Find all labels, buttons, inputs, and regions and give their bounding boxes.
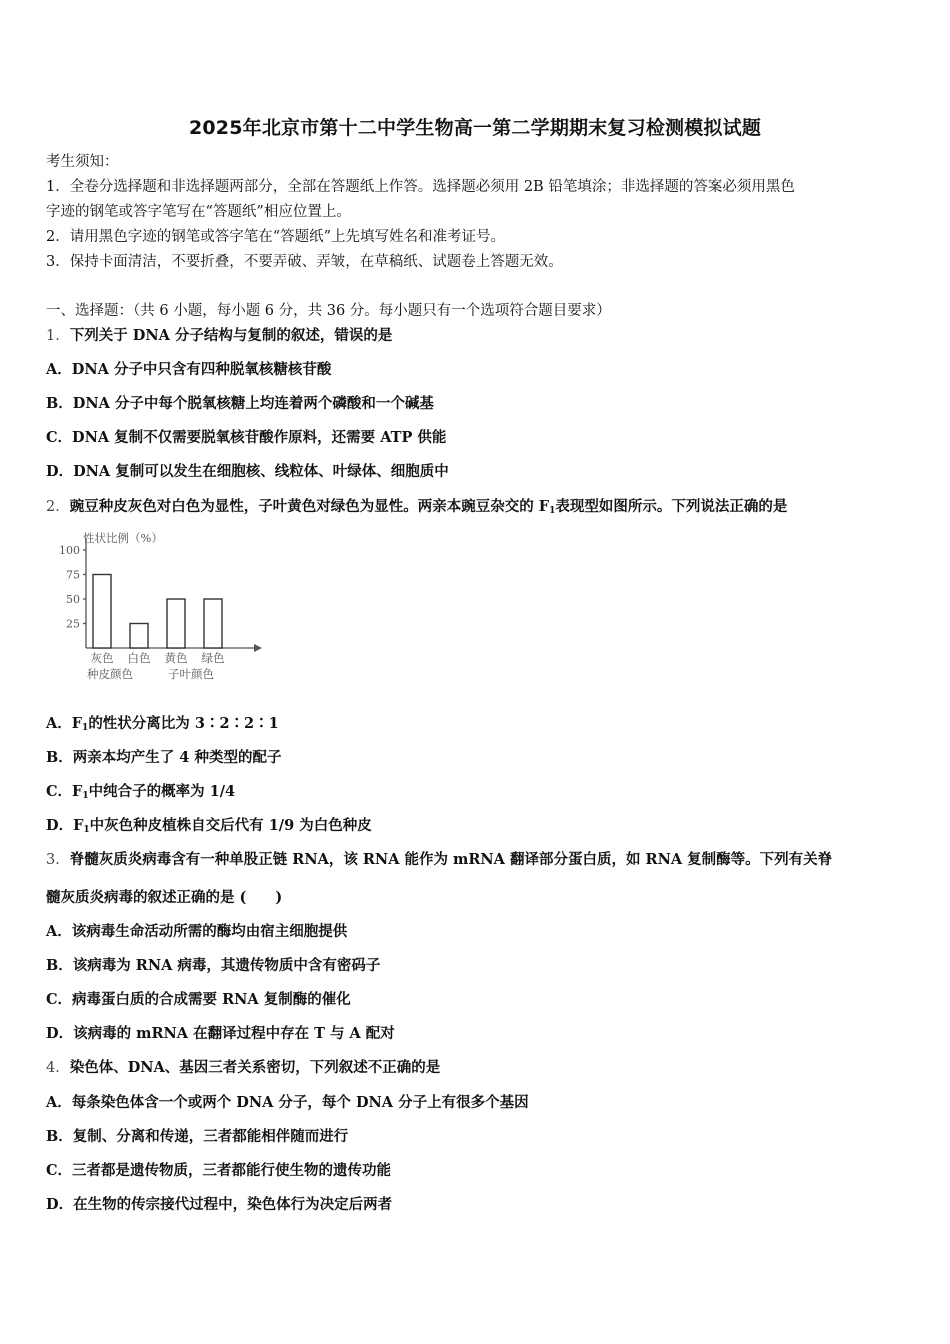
chart-title: 性状比例（%） <box>83 531 163 545</box>
question-1-stem <box>46 326 392 346</box>
subscript: 1 <box>82 791 89 801</box>
question-text <box>70 498 788 515</box>
bar-2 <box>167 599 185 648</box>
question-number: 3． <box>46 852 70 868</box>
question-3-stem-cont: 髓灰质炎病毒的叙述正确的是 ( ) <box>46 889 283 906</box>
question-3-stem <box>46 850 832 870</box>
question-text: 染色体、DNA、基因三者关系密切，下列叙述不正确的是 <box>69 1059 441 1076</box>
question-4-stem <box>46 1058 440 1078</box>
bar-3 <box>204 599 222 648</box>
x-category-label: 绿色 <box>201 651 225 665</box>
bar-1 <box>130 624 148 649</box>
bar-0 <box>93 575 111 649</box>
text-part: 中灰色种皮植株自交后代有 1/9 为白色种皮 <box>89 817 372 834</box>
q2-option-d <box>46 816 372 840</box>
q4-option-c: C．三者都是遗传物质，三者都能行使生物的遗传功能 <box>46 1162 392 1179</box>
page-title: 2025年北京市第十二中学生物高一第二学期期末复习检测模拟试题 <box>188 117 762 139</box>
notice-item-1a: 1．全卷分选择题和非选择题两部分，全部在答题纸上作答。选择题必须用 2B 铅笔填涂；非选择题的答案必须用黑色 <box>46 179 795 195</box>
text-part: 中纯合子的概率为 1/4 <box>88 783 236 800</box>
text-part: C．F <box>46 783 83 800</box>
y-tick-label: 25 <box>66 617 80 631</box>
q3-option-c: C．病毒蛋白质的合成需要 RNA 复制酶的催化 <box>46 991 351 1008</box>
y-tick-label: 100 <box>59 544 80 557</box>
text-part: 表现型如图所示。下列说法正确的是 <box>555 498 788 515</box>
subscript: 1 <box>549 506 556 516</box>
y-tick-label: 50 <box>66 593 80 606</box>
question-2-stem <box>46 497 787 521</box>
subscript: 1 <box>83 825 90 835</box>
question-text: 脊髓灰质炎病毒含有一种单股正链 RNA，该 RNA 能作为 mRNA 翻译部分蛋白质，如 RNA 复制酶等。下列有关脊 <box>69 851 833 868</box>
q2-option-a <box>46 714 279 738</box>
q2-option-b: B．两亲本均产生了 4 种类型的配子 <box>46 749 282 766</box>
notice-item-2: 2．请用黑色字迹的钢笔或答字笔在“答题纸”上先填写姓名和准考证号。 <box>46 229 506 245</box>
q3-option-b: B．该病毒为 RNA 病毒，其遗传物质中含有密码子 <box>46 957 381 974</box>
q3-option-d: D．该病毒的 mRNA 在翻译过程中存在 T 与 A 配对 <box>46 1025 395 1042</box>
x-category-label: 白色 <box>127 651 151 665</box>
question-number: 4． <box>46 1060 70 1076</box>
section-heading: 一、选择题：（共 6 小题，每小题 6 分，共 36 分。每小题只有一个选项符合题目要求） <box>46 303 611 319</box>
group-label-cotyledon: 子叶颜色 <box>168 667 214 681</box>
x-category-label: 灰色 <box>90 651 114 665</box>
y-tick-label: 75 <box>66 568 80 582</box>
notice-item-3: 3．保持卡面清洁，不要折叠，不要弄破、弄皱，在草稿纸、试题卷上答题无效。 <box>46 254 563 270</box>
q4-option-d: D．在生物的传宗接代过程中，染色体行为决定后两者 <box>46 1196 393 1213</box>
subscript: 1 <box>82 723 89 733</box>
question-number: 1． <box>46 328 70 344</box>
q4-option-b: B．复制、分离和传递，三者都能相伴随而进行 <box>46 1128 349 1145</box>
q1-option-c: C．DNA 复制不仅需要脱氧核苷酸作原料，还需要 ATP 供能 <box>46 429 447 446</box>
notice-heading: 考生须知： <box>46 154 119 170</box>
q3-option-a: A．该病毒生命活动所需的酶均由宿主细胞提供 <box>46 923 348 940</box>
text-part: 豌豆种皮灰色对白色为显性，子叶黄色对绿色为显性。两亲本豌豆杂交的 F <box>69 498 550 515</box>
q1-option-d: D．DNA 复制可以发生在细胞核、线粒体、叶绿体、细胞质中 <box>46 463 449 480</box>
text-part: A．F <box>46 715 83 732</box>
x-axis-arrow-icon <box>254 644 262 652</box>
q1-option-a: A．DNA 分子中只含有四种脱氧核糖核苷酸 <box>46 361 332 378</box>
text-part: D．F <box>46 817 84 834</box>
q4-option-a: A．每条染色体含一个或两个 DNA 分子，每个 DNA 分子上有很多个基因 <box>46 1094 529 1111</box>
x-category-label: 黄色 <box>164 651 188 665</box>
trait-ratio-bar-chart <box>40 530 270 690</box>
question-text: 下列关于 DNA 分子结构与复制的叙述，错误的是 <box>69 327 393 344</box>
question-number: 2． <box>46 499 70 515</box>
q1-option-b: B．DNA 分子中每个脱氧核糖上均连着两个磷酸和一个碱基 <box>46 395 434 412</box>
group-label-seed-coat: 种皮颜色 <box>87 667 133 681</box>
text-part: 的性状分离比为 3∶2∶2∶1 <box>88 715 279 732</box>
notice-item-1b: 字迹的钢笔或答字笔写在“答题纸”相应位置上。 <box>46 204 351 220</box>
q2-option-c <box>46 782 235 806</box>
